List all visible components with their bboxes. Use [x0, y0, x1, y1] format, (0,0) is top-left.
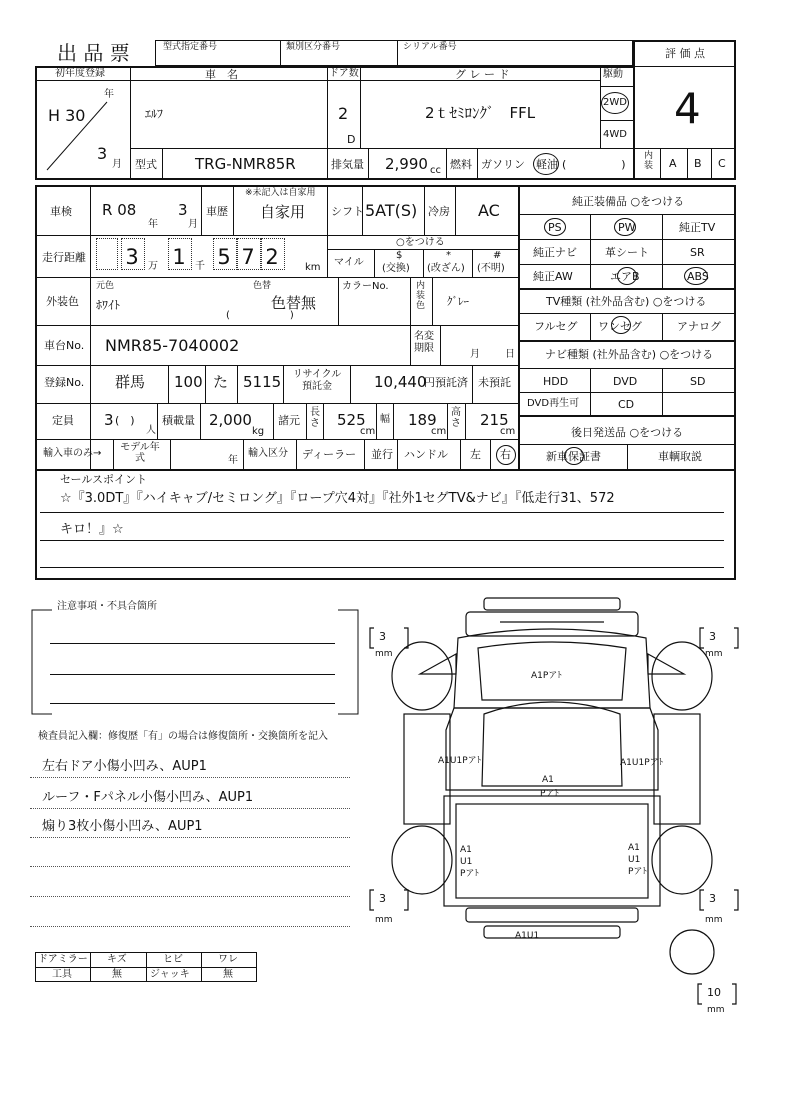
- navi-hdd: HDD: [543, 375, 569, 388]
- mileage-opt-tamper-sym: *: [446, 250, 451, 261]
- tire-rear-right: 3: [709, 892, 716, 905]
- mirror-h-3: ワレ: [218, 954, 238, 965]
- model-value: TRG-NMR85R: [195, 155, 296, 173]
- mark-left-door: A1U1Pアﾄ: [438, 756, 482, 766]
- model-year-label: モデル年式: [120, 442, 160, 464]
- year-unit: 年: [104, 89, 114, 100]
- mileage-digit-1: 3: [125, 245, 139, 269]
- shift-label: シフト: [331, 205, 364, 218]
- later-manual: 車輌取説: [658, 450, 702, 463]
- recycle-status: 円預託済: [424, 376, 468, 389]
- drive-2wd-circle: [601, 92, 629, 114]
- displacement-value: 2,990: [385, 155, 428, 173]
- notes-title: 注意事項・不具合箇所: [57, 601, 157, 612]
- mark-roof-a: A1: [542, 775, 554, 785]
- load-unit: kg: [252, 426, 265, 437]
- ac-value: AC: [478, 201, 500, 220]
- capacity-paren: ( ): [115, 414, 135, 427]
- equip-aw: 純正AW: [533, 270, 573, 283]
- import-label: 輸入車のみ→: [43, 448, 102, 459]
- navi-sd: SD: [690, 375, 706, 388]
- color-label: 外装色: [46, 295, 79, 308]
- history-note: ※未記入は自家用: [245, 188, 316, 198]
- tv-title: TV種類 (社外品含む) ○をつける: [546, 295, 707, 308]
- doc-title: 出 品 票: [57, 41, 130, 65]
- mileage-opt-exchange: (交換): [382, 263, 410, 274]
- shaken-era: R 08: [102, 201, 137, 219]
- equip-pw: PW: [618, 221, 636, 234]
- mileage-digit-3: 5: [217, 245, 231, 269]
- handle-left: 左: [470, 448, 481, 461]
- mileage-opt-exchange-sym: $: [396, 250, 403, 261]
- name-change-day: 日: [505, 349, 515, 360]
- rating-label: 評 価 点: [665, 47, 705, 60]
- repaint-value: 色替無: [271, 294, 317, 312]
- model-year-unit: 年: [228, 455, 238, 466]
- mark-bed-left-2: U1: [460, 857, 473, 867]
- sales-points-line1: ☆『3.0DT』『ハイキャブ/セミロング』『ロープ穴4対』『社外1セグTV&ナビ』『低走行31、572: [60, 491, 615, 506]
- tire-front-left: 3: [379, 630, 386, 643]
- length-label: 長さ: [310, 407, 320, 429]
- mark-bed-right-3: Pアﾄ: [628, 867, 647, 877]
- fuel-label: 燃料: [450, 158, 472, 171]
- tire-front-right-mm: mm: [705, 649, 723, 659]
- first-year-label: 初年度登録: [55, 68, 105, 79]
- plate-label: 登録No.: [44, 376, 85, 389]
- grade-value: 2ｔｾﾐﾛﾝｸﾞ FFL: [425, 104, 536, 122]
- chassis-label: 車台No.: [44, 339, 85, 352]
- mark-roof-b: Pアﾄ: [540, 789, 559, 799]
- navi-dvd: DVD: [613, 375, 638, 388]
- handle-label: ハンドル: [404, 448, 448, 461]
- month-unit: 月: [112, 159, 122, 170]
- mark-bed-right-1: A1: [628, 843, 640, 853]
- equip-airbag: エアB: [610, 270, 640, 283]
- plate-class: 100: [174, 373, 203, 391]
- note-line-2: ルーフ・Fパネル小傷小凹み、AUP1: [42, 790, 254, 805]
- later-warranty: 新車保証書: [546, 450, 601, 463]
- original-color-label: 元色: [96, 281, 115, 291]
- plate-number: 5115: [243, 373, 282, 391]
- chassis-value: NMR85-7040002: [105, 336, 240, 355]
- recycle-label: リサイクル預託金: [292, 369, 342, 392]
- sales-points-label: セールスポイント: [60, 473, 148, 486]
- fuel-diesel-circle: [533, 153, 559, 175]
- length-value: 525: [337, 411, 366, 429]
- equip-abs: ABS: [687, 270, 709, 283]
- handle-right: 右: [500, 448, 511, 461]
- fuel-gasoline: ガソリン: [481, 158, 525, 171]
- mirror-h-2: ヒビ: [163, 954, 183, 965]
- serial-label: シリアル番号: [403, 42, 457, 52]
- interior-color: ｸﾞﾚｰ: [447, 295, 469, 308]
- mileage-opt-tamper: (改ざん): [427, 263, 465, 274]
- name-label: 車 名: [205, 68, 238, 81]
- rating-value: 4: [674, 84, 701, 133]
- vehicle-name: ｴﾙﾌ: [145, 107, 164, 121]
- tv-fullseg: フルセグ: [534, 320, 578, 333]
- width-cm: cm: [431, 426, 447, 437]
- mirror-r-0: 工具: [52, 969, 72, 980]
- mark-bed-right-2: U1: [628, 855, 641, 865]
- drive-label: 駆動: [603, 69, 623, 80]
- height-value: 215: [480, 411, 509, 429]
- grade-label: グ レ ー ド: [455, 68, 510, 81]
- equip-navi: 純正ナビ: [533, 246, 577, 259]
- equip-ps: PS: [548, 221, 562, 234]
- mirror-h-0: ドアミラー: [38, 954, 88, 965]
- interior-color-label: 内装色: [416, 281, 426, 311]
- navi-dvd-play: DVD再生可: [527, 398, 580, 409]
- drive-4wd: 4WD: [603, 129, 627, 140]
- model-label: 型式: [135, 158, 157, 171]
- recycle-unpaid: 未預託: [478, 376, 511, 389]
- interior-label: 内装: [644, 151, 654, 171]
- shaken-month-unit: 月: [188, 219, 198, 230]
- load-value: 2,000: [209, 411, 252, 429]
- mileage-man: 万: [148, 261, 158, 272]
- mirror-r-1: 無: [112, 969, 122, 980]
- width-value: 189: [408, 411, 437, 429]
- name-change-month: 月: [470, 349, 480, 360]
- repaint-paren: ( ): [226, 310, 294, 321]
- specs-label: 諸元: [278, 414, 300, 427]
- interior-b: B: [694, 157, 702, 170]
- category-label: 類別区分番号: [286, 42, 341, 52]
- original-color: ﾎﾜｲﾄ: [96, 298, 121, 312]
- reg-month: 3: [97, 144, 108, 163]
- ac-label: 冷房: [428, 205, 450, 218]
- capacity-value: 3: [104, 411, 114, 429]
- displacement-label: 排気量: [331, 158, 364, 171]
- truck-diagram: [360, 590, 750, 1020]
- type-approval-label: 型式指定番号: [163, 42, 218, 52]
- load-label: 積載量: [162, 414, 195, 427]
- navi-cd: CD: [618, 398, 635, 411]
- history-value: 自家用: [260, 203, 306, 221]
- tv-oneseg: ワンセグ: [598, 320, 642, 333]
- tire-rear-left-mm: mm: [375, 915, 393, 925]
- spare-tire: 10: [707, 986, 721, 999]
- height-label: 高さ: [451, 407, 461, 429]
- equipment-title: 純正装備品 ○をつける: [572, 195, 685, 208]
- mark-rear: A1U1: [515, 931, 540, 941]
- mileage-sen: 千: [195, 261, 205, 272]
- equip-leather: 革シート: [605, 246, 649, 259]
- mileage-label: 走行距離: [42, 251, 86, 264]
- import-parallel: 並行: [371, 448, 393, 461]
- mirror-r-3: 無: [223, 969, 233, 980]
- era-year: H 30: [48, 106, 86, 125]
- capacity-unit: 人: [146, 425, 156, 436]
- capacity-label: 定員: [52, 414, 74, 427]
- mileage-digit-2: 1: [172, 245, 186, 269]
- mileage-digit-5: 2: [265, 245, 279, 269]
- import-cat-label: 輸入区分: [248, 448, 288, 459]
- mark-hood: A1Pアﾄ: [531, 671, 562, 681]
- name-change-label: 名変期限: [414, 331, 434, 354]
- repaint-label: 色替: [253, 281, 272, 291]
- later-title: 後日発送品 ○をつける: [571, 426, 684, 439]
- mileage-opt-mile: マイル: [334, 257, 364, 268]
- mileage-opt-unknown: (不明): [477, 263, 505, 274]
- note-line-3: 煽り3枚小傷小凹み、AUP1: [42, 819, 203, 834]
- shaken-year-unit: 年: [148, 219, 158, 230]
- sales-points-line2: キロ！』☆: [60, 522, 124, 537]
- navi-title: ナビ種類 (社外品含む) ○をつける: [545, 348, 714, 361]
- plate-region: 群馬: [115, 373, 146, 391]
- mileage-km: km: [305, 262, 321, 273]
- history-label: 車歴: [206, 205, 228, 218]
- interior-c: C: [718, 157, 726, 170]
- mileage-opt-unknown-sym: #: [493, 250, 502, 261]
- mark-bed-left-1: A1: [460, 845, 472, 855]
- shift-value: 5AT(S): [365, 201, 418, 220]
- width-label: 幅: [380, 414, 390, 425]
- note-line-1: 左右ドア小傷小凹み、AUP1: [42, 759, 207, 774]
- equip-sr: SR: [690, 246, 705, 259]
- mileage-digit-4: 7: [241, 245, 255, 269]
- mark-right-door: A1U1Pアﾄ: [620, 758, 664, 768]
- mileage-attach-note: ○をつける: [396, 237, 445, 248]
- doors-value: 2: [338, 104, 349, 123]
- cc-unit: cc: [430, 165, 441, 176]
- plate-kana: た: [213, 373, 229, 391]
- tire-front-right: 3: [709, 630, 716, 643]
- drive-2wd: 2WD: [603, 97, 627, 108]
- recycle-amount: 10,440: [374, 373, 427, 391]
- shaken-label: 車検: [50, 205, 72, 218]
- interior-a: A: [669, 157, 677, 170]
- import-dealer: ディーラー: [302, 448, 357, 461]
- header-id-box: [155, 40, 633, 66]
- length-cm: cm: [360, 426, 376, 437]
- tire-rear-right-mm: mm: [705, 915, 723, 925]
- mirror-r-2: ジャッキ: [150, 969, 190, 980]
- shaken-month: 3: [178, 201, 188, 219]
- tv-analog: アナログ: [677, 320, 721, 333]
- mirror-h-1: キズ: [107, 954, 127, 965]
- fuel-diesel: 軽油: [536, 158, 558, 171]
- equip-tv: 純正TV: [679, 221, 716, 234]
- mark-bed-left-3: Pアﾄ: [460, 869, 479, 879]
- tire-front-left-mm: mm: [375, 649, 393, 659]
- height-cm: cm: [500, 426, 516, 437]
- door-type: D: [347, 133, 356, 146]
- inspector-label: 検査員記入欄：修復歴「有」の場合は修復箇所・交換箇所を記入: [38, 731, 328, 742]
- fuel-other: ( ): [562, 158, 626, 171]
- spare-tire-mm: mm: [707, 1005, 725, 1015]
- doors-label: ドア数: [329, 68, 359, 79]
- tire-rear-left: 3: [379, 892, 386, 905]
- notes-bracket: [30, 608, 360, 718]
- color-no-label: カラーNo.: [342, 281, 389, 292]
